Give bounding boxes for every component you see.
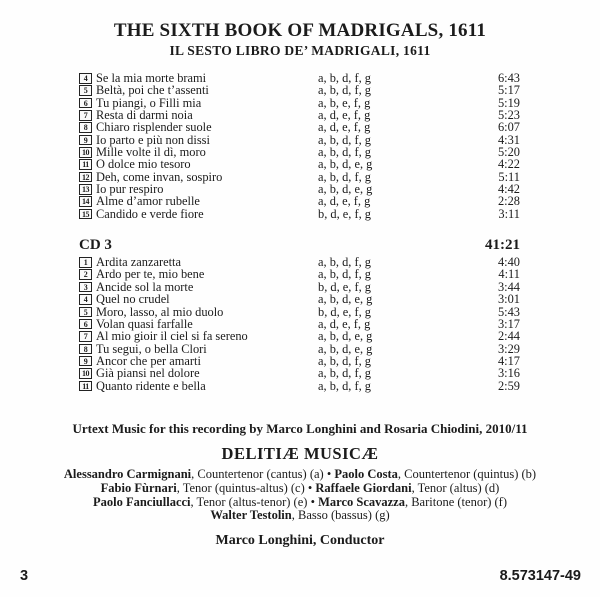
bullet-separator: • bbox=[307, 494, 319, 509]
track-duration: 4:42 bbox=[497, 182, 520, 197]
track-number-box: 6 bbox=[79, 98, 92, 109]
track-number-box: 14 bbox=[79, 196, 92, 207]
track-number-box: 7 bbox=[79, 331, 92, 342]
track-number-box: 13 bbox=[79, 184, 92, 195]
track-duration: 3:11 bbox=[498, 206, 520, 221]
track-row bbox=[79, 330, 520, 342]
track-title: Ancide sol la morte bbox=[96, 279, 194, 294]
track-voices: a, b, d, e, g bbox=[318, 292, 373, 307]
performer-name: Paolo Fanciullacci bbox=[92, 494, 191, 509]
page-subtitle: IL SESTO LIBRO DE’ MADRIGALI, 1611 bbox=[169, 43, 431, 58]
track-voices: a, b, d, f, g bbox=[318, 378, 371, 393]
track-title: Ardita zanzaretta bbox=[96, 255, 181, 270]
track-voices: a, d, e, f, g bbox=[318, 194, 371, 209]
footer-page-number: 3 bbox=[20, 568, 29, 584]
performer-role: , Tenor (altus) (d) bbox=[411, 480, 500, 495]
track-voices: a, b, d, f, g bbox=[318, 169, 371, 184]
performer-role: , Countertenor (quintus) (b) bbox=[397, 466, 537, 481]
cd3-track-list bbox=[79, 256, 520, 392]
track-duration: 3:01 bbox=[497, 292, 520, 307]
track-title: Quanto ridente e bella bbox=[96, 378, 206, 393]
track-duration: 2:44 bbox=[497, 329, 520, 344]
track-voices: a, b, d, f, g bbox=[318, 267, 371, 282]
bullet-separator: • bbox=[323, 466, 335, 481]
track-number-box: 9 bbox=[79, 356, 92, 367]
page-footer bbox=[20, 568, 581, 584]
track-duration: 5:43 bbox=[497, 304, 520, 319]
track-title: O dolce mio tesoro bbox=[96, 157, 191, 172]
track-voices: b, d, e, f, g bbox=[318, 304, 371, 319]
track-voices: a, d, e, f, g bbox=[318, 108, 371, 123]
performer-line bbox=[0, 496, 600, 510]
track-duration: 4:22 bbox=[497, 157, 520, 172]
track-duration: 2:59 bbox=[497, 378, 520, 393]
track-number-box: 8 bbox=[79, 122, 92, 133]
track-voices: a, b, d, e, g bbox=[318, 341, 373, 356]
track-number-box: 1 bbox=[79, 257, 92, 268]
track-voices: a, b, d, e, g bbox=[318, 157, 373, 172]
track-number-box: 11 bbox=[79, 381, 92, 392]
track-title: Se la mia morte brami bbox=[96, 71, 207, 85]
track-duration: 6:43 bbox=[497, 71, 520, 85]
performers-list bbox=[0, 468, 600, 523]
track-row bbox=[79, 84, 520, 96]
track-duration: 5:19 bbox=[497, 95, 520, 110]
track-number-box: 2 bbox=[79, 269, 92, 280]
track-number-box: 6 bbox=[79, 319, 92, 330]
conductor-credit: Marco Longhini, Conductor bbox=[215, 533, 385, 549]
performer-role: , Tenor (quintus-altus) (c) bbox=[176, 480, 305, 495]
track-duration: 5:11 bbox=[498, 169, 520, 184]
track-voices: b, d, e, f, g bbox=[318, 206, 371, 221]
track-title: Moro, lasso, al mio duolo bbox=[96, 304, 224, 319]
track-voices: a, b, e, f, g bbox=[318, 95, 371, 110]
track-row bbox=[79, 208, 520, 220]
track-voices: a, b, d, e, g bbox=[318, 182, 373, 197]
track-title: Mille volte il dì, moro bbox=[96, 145, 206, 160]
performer-name: Alessandro Carmignani bbox=[63, 466, 192, 481]
track-row bbox=[79, 293, 520, 305]
track-voices: a, b, d, f, g bbox=[318, 83, 371, 98]
track-number-box: 7 bbox=[79, 110, 92, 121]
track-duration: 5:20 bbox=[497, 145, 520, 160]
track-title: Già piansi nel dolore bbox=[96, 366, 200, 381]
track-row bbox=[79, 158, 520, 170]
track-number-box: 15 bbox=[79, 209, 92, 220]
track-number-box: 9 bbox=[79, 135, 92, 146]
track-row bbox=[79, 367, 520, 379]
track-title: Chiaro risplender suole bbox=[96, 120, 212, 135]
track-duration: 4:40 bbox=[497, 255, 520, 270]
track-duration: 4:17 bbox=[497, 353, 520, 368]
track-voices: a, b, d, f, g bbox=[318, 353, 371, 368]
track-number-box: 10 bbox=[79, 368, 92, 379]
track-number-box: 5 bbox=[79, 307, 92, 318]
track-title: Io parto e più non dissi bbox=[96, 132, 210, 147]
track-voices: a, d, e, f, g bbox=[318, 120, 371, 135]
track-number-box: 12 bbox=[79, 172, 92, 183]
track-duration: 4:31 bbox=[497, 132, 520, 147]
ensemble-name: DELITIÆ MUSICÆ bbox=[221, 443, 379, 463]
track-number-box: 8 bbox=[79, 344, 92, 355]
performer-role: , Basso (bassus) (g) bbox=[291, 508, 390, 523]
urtext-credit: Urtext Music for this recording by Marco Longhini and Rosaria Chiodini, 2010/11 bbox=[72, 420, 528, 436]
track-title: Tu segui, o bella Clori bbox=[96, 341, 207, 356]
cd3-total-time: 41:21 bbox=[485, 237, 520, 254]
track-title: Al mio gioir il ciel si fa sereno bbox=[96, 329, 248, 344]
performer-name: Paolo Costa bbox=[334, 466, 398, 481]
track-voices: a, b, d, e, g bbox=[318, 329, 373, 344]
track-voices: a, b, d, f, g bbox=[318, 145, 371, 160]
performer-role: , Countertenor (cantus) (a) bbox=[191, 466, 324, 481]
performer-name: Walter Testolin bbox=[210, 508, 292, 523]
track-row bbox=[79, 380, 520, 392]
track-voices: a, b, d, f, g bbox=[318, 132, 371, 147]
track-title: Tu piangi, o Filli mia bbox=[96, 95, 202, 110]
catalog-number: 8.573147-49 bbox=[499, 568, 581, 584]
cd3-header bbox=[79, 237, 520, 253]
track-number-box: 3 bbox=[79, 282, 92, 293]
track-duration: 5:23 bbox=[497, 108, 520, 123]
track-voices: a, d, e, f, g bbox=[318, 316, 371, 331]
track-duration: 4:11 bbox=[498, 267, 520, 282]
performer-role: , Baritone (tenor) (f) bbox=[404, 494, 508, 509]
track-number-box: 5 bbox=[79, 85, 92, 96]
performer-line bbox=[0, 509, 600, 523]
track-number-box: 11 bbox=[79, 159, 92, 170]
track-duration: 3:16 bbox=[497, 366, 520, 381]
performer-name: Fabio Fùrnari bbox=[100, 480, 177, 495]
performer-name: Raffaele Giordani bbox=[315, 480, 412, 495]
track-duration: 3:29 bbox=[497, 341, 520, 356]
cd3-label: CD 3 bbox=[79, 237, 112, 254]
track-title: Io pur respiro bbox=[96, 182, 164, 197]
track-title: Beltà, poi che t’assenti bbox=[96, 83, 209, 98]
track-duration: 3:44 bbox=[497, 279, 520, 294]
track-voices: a, b, d, f, g bbox=[318, 71, 371, 85]
track-row bbox=[79, 268, 520, 280]
track-number-box: 4 bbox=[79, 73, 92, 84]
track-row bbox=[79, 195, 520, 207]
track-title: Candido e verde fiore bbox=[96, 206, 204, 221]
track-duration: 3:17 bbox=[497, 316, 520, 331]
track-title: Quel no crudel bbox=[96, 292, 170, 307]
track-row bbox=[79, 121, 520, 133]
track-title: Alme d’amor rubelle bbox=[96, 194, 200, 209]
track-duration: 6:07 bbox=[497, 120, 520, 135]
track-title: Volan quasi farfalle bbox=[96, 316, 193, 331]
page-title: THE SIXTH BOOK OF MADRIGALS, 1611 bbox=[113, 20, 487, 41]
track-number-box: 4 bbox=[79, 294, 92, 305]
track-voices: a, b, d, f, g bbox=[318, 255, 371, 270]
bullet-separator: • bbox=[304, 480, 316, 495]
performer-line bbox=[0, 468, 600, 482]
track-title: Ancor che per amarti bbox=[96, 353, 201, 368]
performer-role: , Tenor (altus-tenor) (e) bbox=[190, 494, 308, 509]
cd2-track-list bbox=[79, 72, 520, 220]
track-title: Deh, come invan, sospiro bbox=[96, 169, 223, 184]
track-duration: 5:17 bbox=[497, 83, 520, 98]
track-duration: 2:28 bbox=[497, 194, 520, 209]
performer-line bbox=[0, 482, 600, 496]
track-voices: b, d, e, f, g bbox=[318, 279, 371, 294]
track-voices: a, b, d, f, g bbox=[318, 366, 371, 381]
track-row bbox=[79, 306, 520, 318]
track-title: Ardo per te, mio bene bbox=[96, 267, 205, 282]
performer-name: Marco Scavazza bbox=[318, 494, 405, 509]
track-title: Resta di darmi noia bbox=[96, 108, 193, 123]
track-number-box: 10 bbox=[79, 147, 92, 158]
